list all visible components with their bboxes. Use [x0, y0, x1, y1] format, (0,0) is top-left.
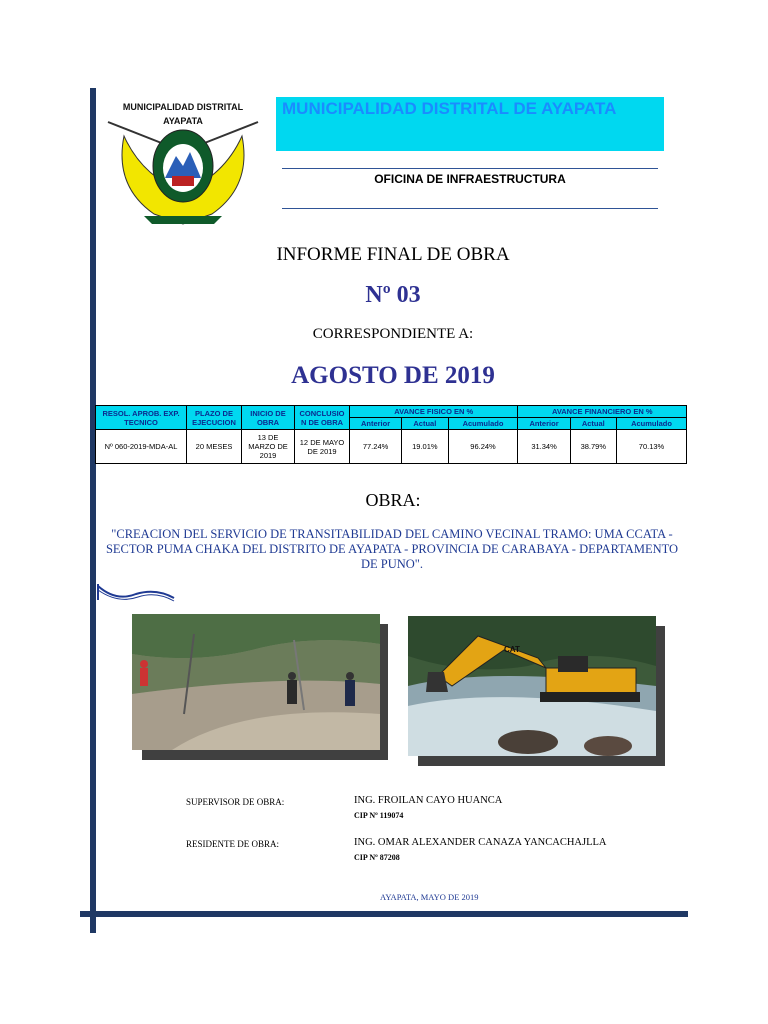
subheader-cell: Acumulado — [448, 418, 518, 430]
report-title: INFORME FINAL DE OBRA — [276, 244, 510, 265]
cell-value: 70.13% — [617, 430, 687, 464]
construction-site-photo — [132, 614, 380, 750]
office-name: OFICINA DE INFRAESTRUCTURA — [374, 172, 566, 186]
subheader-cell: Actual — [402, 418, 448, 430]
municipal-crest-logo — [104, 96, 262, 234]
header-avance-financiero: AVANCE FINANCIERO EN % — [518, 406, 687, 418]
cell-value: 77.24% — [350, 430, 402, 464]
cell-resol: Nº 060-2019-MDA-AL — [96, 430, 187, 464]
cell-value: 31.34% — [518, 430, 570, 464]
project-description: "CREACION DEL SERVICIO DE TRANSITABILIDAD DEL CAMINO VECINAL TRAMO: UMA CCATA - SECTOR PUMA CHAKA DEL DISTRITO DE AYAPATA - PROVINCIA DE CARABAYA - DEPARTAMENTO DE PUNO". — [105, 527, 679, 571]
bottom-frame-bar — [80, 911, 688, 917]
progress-table — [95, 405, 687, 464]
cell-value: 19.01% — [402, 430, 448, 464]
logo-inner-text: AYAPATA — [163, 116, 203, 126]
supervisor-label: SUPERVISOR DE OBRA: — [186, 797, 285, 807]
header-avance-fisico: AVANCE FISICO EN % — [350, 406, 518, 418]
cell-inicio: 13 DE MARZO DE 2019 — [242, 430, 295, 464]
decorative-wave-icon — [96, 580, 176, 604]
table-row — [96, 430, 687, 464]
footer-place-date: AYAPATA, MAYO DE 2019 — [380, 892, 479, 902]
subheader-cell: Acumulado — [617, 418, 687, 430]
resident-label: RESIDENTE DE OBRA: — [186, 839, 279, 849]
header-banner — [276, 97, 664, 151]
banner-title: MUNICIPALIDAD DISTRITAL DE AYAPATA — [282, 99, 617, 118]
header-plazo: PLAZO DE EJECUCION — [187, 406, 242, 430]
divider-line — [282, 168, 658, 169]
left-frame-bar — [90, 88, 96, 933]
cell-value: 38.79% — [570, 430, 616, 464]
supervisor-cip: CIP Nº 119074 — [354, 811, 404, 820]
corresponding-label: CORRESPONDIENTE A: — [312, 326, 474, 342]
excavator-river-photo — [408, 616, 656, 756]
subheader-cell: Anterior — [350, 418, 402, 430]
resident-cip: CIP Nº 87208 — [354, 853, 400, 862]
header-inicio: INICIO DE OBRA — [242, 406, 295, 430]
excavator-brand-text: CAT — [504, 645, 520, 654]
report-period: AGOSTO DE 2019 — [291, 362, 495, 389]
header-conclusion: CONCLUSIO N DE OBRA — [295, 406, 350, 430]
logo-ring-text: MUNICIPALIDAD DISTRITAL — [122, 102, 244, 112]
project-label: OBRA: — [365, 490, 421, 510]
cell-conclusion: 12 DE MAYO DE 2019 — [295, 430, 350, 464]
cell-value: 96.24% — [448, 430, 518, 464]
header-resol: RESOL. APROB. EXP. TECNICO — [96, 406, 187, 430]
supervisor-name: ING. FROILAN CAYO HUANCA — [354, 795, 503, 806]
divider-line — [282, 208, 658, 209]
report-number: Nº 03 — [365, 282, 421, 308]
subheader-cell: Anterior — [518, 418, 570, 430]
resident-name: ING. OMAR ALEXANDER CANAZA YANCACHAJLLA — [354, 837, 607, 848]
cell-plazo: 20 MESES — [187, 430, 242, 464]
subheader-cell: Actual — [570, 418, 616, 430]
